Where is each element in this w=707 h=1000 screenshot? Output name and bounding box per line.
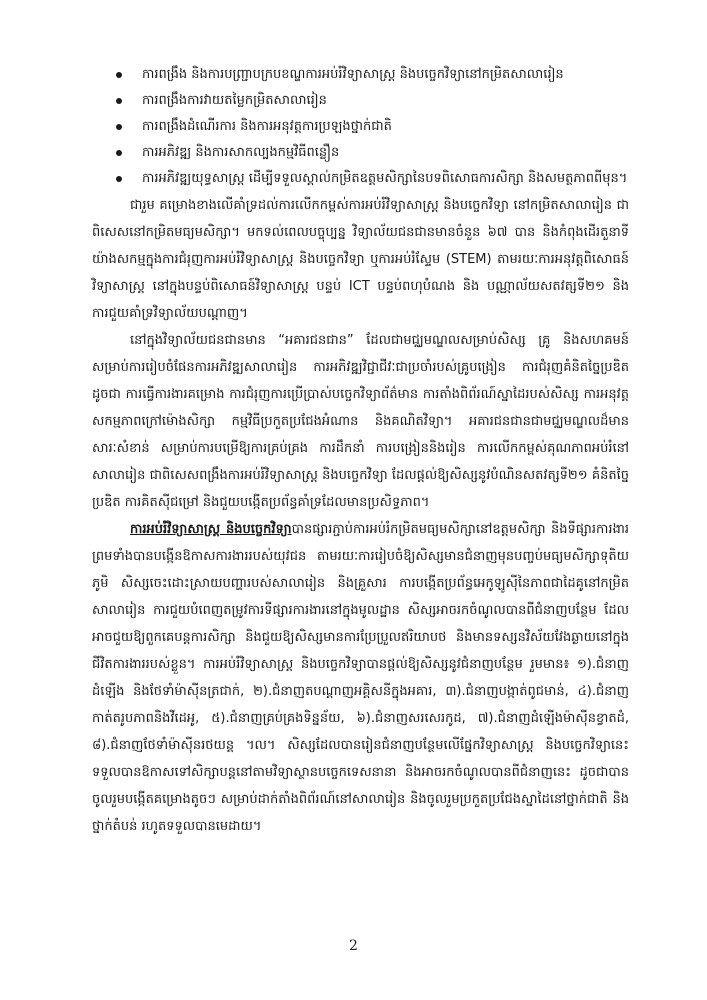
paragraph-text: នៅក្នុងវិទ្យាល័យជនជានមាន “អគារជនជាន” ដែលជាមជ្ឈមណ្ឌលសម្រាប់សិស្ស គ្រូ និងសហគមន៍សម្រាប់ការរៀបចំផែនការអភិវឌ្ឍសាលារៀន ការអភិវឌ្ឍវិជ្ជាជីវៈជាប្រចាំរបស់គ្រូបង្រៀន ការជំរុញគំនិតច្នៃប្រឌិតដូចជា ការធ្វើការងារគម្រោង ការជំរុញការប្រើប្រាស់បច្ចេកវិទ្យាព័ត៌មាន ការតាំងពិព័រណ៍ស្នាដៃរបស់សិស្ស ការអនុវត្តសកម្មភាពក្រៅម៉ោងសិក្សា កម្មវិធីប្រកួតប្រជែងអំណាន និងគណិតវិទ្យា។ អគារជនជានជាមជ្ឈមណ្ឌលដ៏មានសារៈសំខាន់ សម្រាប់ការបម្រើឱ្យការគ្រប់គ្រង ការដឹកនាំ ការបង្រៀននិងរៀន ការលើកកម្ពស់គុណភាពអប់រំនៅសាលារៀន ជាពិសេសពង្រឹងការអប់រំវិទ្យាសាស្ត្រ និងបច្ចេកវិទ្យា ដែលផ្តល់ឱ្យសិស្សនូវបំណិនសតវត្សទី២១ គំនិតច្នៃប្រឌិត ការគិតស៊ីជម្រៅ និងជួយបង្កើតប្រព័ន្ធគាំទ្រដែលមានប្រសិទ្ធភាព។ — [92, 333, 629, 510]
paragraph-text: ជារួម គម្រោងខាងលើគាំទ្រដល់ការលើកកម្ពស់ការអប់រំវិទ្យាសាស្ត្រ និងបច្ចេកវិទ្យា នៅកម្រិតសាលារៀន ជាពិសេសនៅកម្រិតមធ្យមសិក្សា។ មកទល់ពេលបច្ចុប្បន្ន វិទ្យាល័យជនជានមានចំនួន ៦៧ បាន និងកំពុងដើរតួនាទីយ៉ាងសកម្មក្នុងការជំរុញការអប់រំវិទ្យាសាស្ត្រ និងបច្ចេកវិទ្យា ឬការអប់រំស្ទែម (STEM) តាមរយៈការអនុវត្តពិសោធន៍វិទ្យាសាស្ត្រ នៅក្នុងបន្ទប់ពិសោធន៍វិទ្យាសាស្ត្រ បន្ទប់ ICT បន្ទប់ពហុបំណង និង បណ្ណាល័យសតវត្សទី២១ និងការជួយគាំទ្រវិទ្យាល័យបណ្តាញ។ — [92, 198, 629, 321]
list-item — [108, 114, 629, 140]
list-item — [108, 140, 629, 166]
bullet-dot-icon — [116, 72, 122, 78]
paragraph-skills — [92, 516, 629, 840]
list-item — [108, 166, 629, 192]
paragraph-lead-heading: ការអប់រំវិទ្យាសាស្ត្រ និងបច្ចេកវិទ្យា — [130, 522, 292, 537]
bullet-text: ការពង្រឹងដំណើរការ និងការអនុវត្តការប្រឡងថ្នាក់ជាតិ — [142, 119, 392, 134]
bullet-list — [108, 62, 629, 192]
paragraph-building — [92, 327, 629, 516]
bullet-text: ការអភិវឌ្ឍ និងការសាកល្បងកម្មវិធីពន្លឿន — [142, 145, 340, 160]
page-number: 2 — [349, 938, 358, 954]
bullet-dot-icon — [116, 176, 122, 182]
bullet-text: ការពង្រឹងការវាយតម្លៃកម្រិតសាលារៀន — [142, 93, 327, 108]
paragraph-text: បានផ្សារភ្ជាប់ការអប់រំកម្រិតមធ្យមសិក្សានៅឧត្តមសិក្សា និងទីផ្សារការងារ ព្រមទាំងបានបង្កើនឱកាសការងាររបស់យុវជន តាមរយៈការរៀបចំឱ្យសិស្សមានជំនាញមុនបញ្ចប់មធ្យមសិក្សាទុតិយភូមិ សិស្សចេះដោះស្រាយបញ្ហារបស់សាលារៀន និងគ្រួសារ ការបង្កើតប្រព័ន្ធអេកូឡូស៊ីនៃភាពជាដៃគូនៅកម្រិតសាលារៀន ការជួយបំពេញតម្រូវការទីផ្សារការងារនៅក្នុងមូលដ្ឋាន សិស្សអាចរកចំណូលបានពីជំនាញបន្ថែម ដែលអាចជួយឱ្យពួកគេបន្តការសិក្សា និងជួយឱ្យសិស្សមានការប្រែប្រួលឥរិយាបថ និងមានទស្សនវិស័យវែងឆ្ងាយនៅក្នុងជីវិតការងាររបស់ខ្លួន។ ការអប់រំវិទ្យាសាស្ត្រ និងបច្ចេកវិទ្យាបានផ្តល់ឱ្យសិស្សនូវជំនាញបន្ថែម រួមមាន៖ ១).ជំនាញដំឡើង និងថែទាំម៉ាស៊ីនត្រជាក់, ២).ជំនាញតបណ្តាញអគ្គិសនីក្នុងអគារ, ៣).ជំនាញបង្កាត់ពូជមាន់, ៤).ជំនាញកាត់តរូបភាពនិងវីដេអូ, ៥).ជំនាញគ្រប់គ្រងទិន្នន័យ, ៦).ជំនាញសរសេរកូដ, ៧).ជំនាញដំឡើងម៉ាស៊ីនខ្វាតដំ, ៨).ជំនាញថែទាំម៉ាស៊ីនរថយន្ត ។ល។ សិស្សដែលបានរៀនជំនាញបន្ថែមលើផ្នែកវិទ្យាសាស្ត្រ និងបច្ចេកវិទ្យានេះ ទទួលបានឱកាសទៅសិក្សាបន្តនៅតាមវិទ្យាស្ថានបច្ចេកទេសនានា និងអាចរកចំណូលបានពីជំនាញនេះ ដូចជាបានចូលរួមបង្កើតគម្រោងតូចៗ សម្រាប់ដាក់តាំងពិព័រណ៍នៅសាលារៀន និងចូលរួមប្រកួតប្រជែងស្នាដៃនៅថ្នាក់ជាតិ និងថ្នាក់តំបន់ រហូតទទួលបានមេដាយ។ — [92, 522, 629, 834]
paragraph-overview — [92, 192, 629, 327]
bullet-dot-icon — [116, 124, 122, 130]
list-item — [108, 62, 629, 88]
bullet-text: ការពង្រឹង និងការបញ្ជ្រាបក្របខណ្ឌការអប់រំវិទ្យាសាស្ត្រ និងបច្ចេកវិទ្យានៅកម្រិតសាលារៀន — [142, 67, 564, 82]
bullet-dot-icon — [116, 98, 122, 104]
list-item — [108, 88, 629, 114]
bullet-dot-icon — [116, 150, 122, 156]
bullet-text: ការអភិវឌ្ឍយុទ្ធសាស្ត្រ ដើម្បីទទួលស្គាល់កម្រិតឧត្តមសិក្សានៃបទពិសោធការសិក្សា និងសមត្ថភាពពីមុន។ — [142, 171, 628, 186]
